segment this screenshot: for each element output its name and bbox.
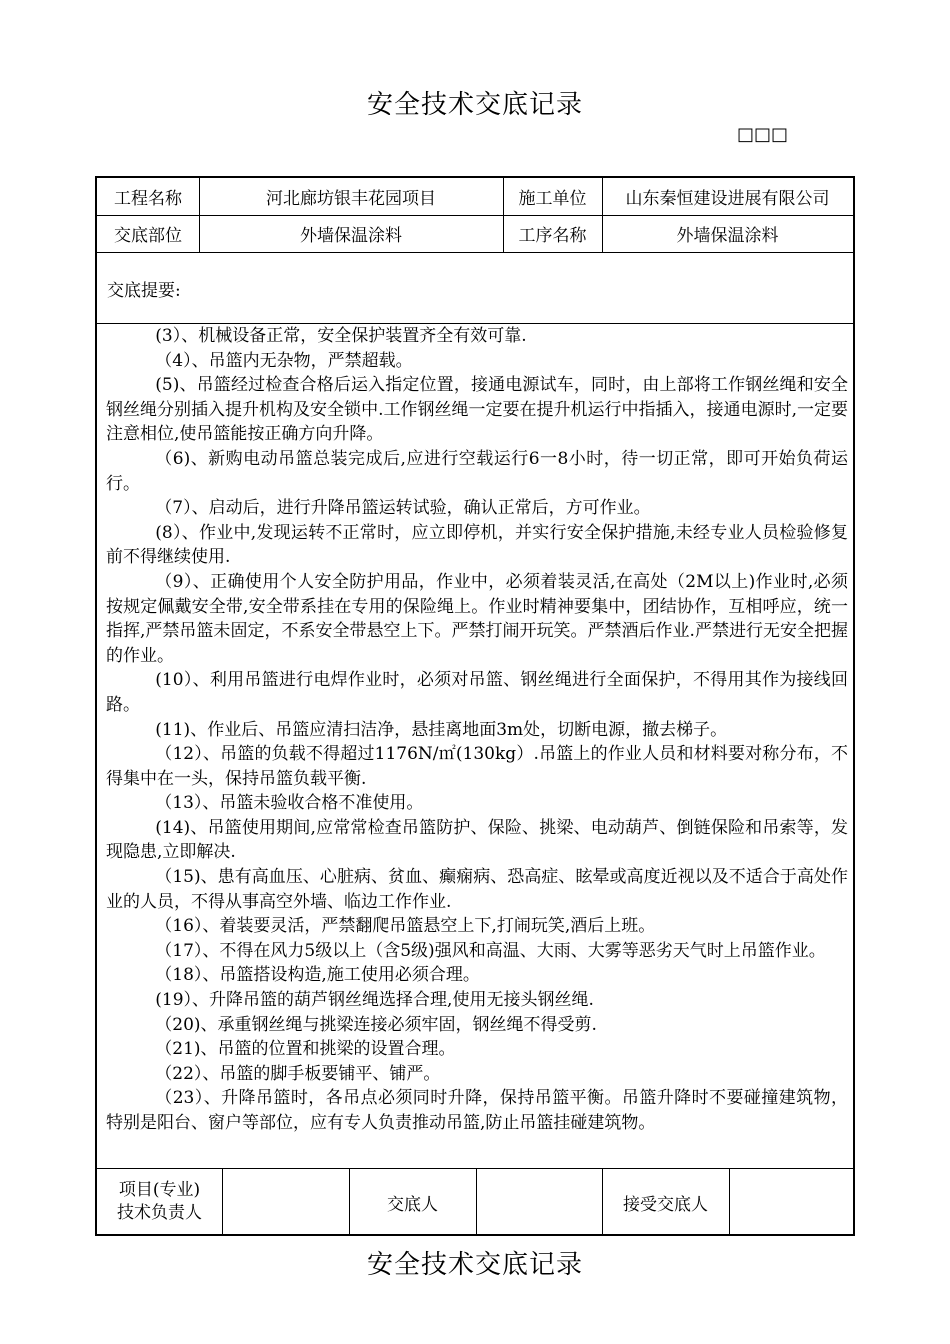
contractor-label: 施工单位 <box>518 189 587 209</box>
disclosure-form <box>95 176 855 1236</box>
tech-lead-label-line2: 技术负责人 <box>117 1203 202 1223</box>
content-paragraph: （12）、吊篮的负载不得超过1176N/㎡(130kg）.吊篮上的作业人员和材料要对称分布，不得集中在一头，保持吊篮负载平衡. <box>106 744 848 789</box>
contractor-value: 山东秦恒建设进展有限公司 <box>625 189 830 209</box>
header-row-part <box>97 215 853 253</box>
summary-section <box>97 252 853 324</box>
receiver-label: 接受交底人 <box>623 1194 708 1215</box>
content-paragraph: （22）、吊篮的脚手板要铺平、铺严。 <box>155 1063 441 1084</box>
content-paragraph: （20)、承重钢丝绳与挑梁连接必须牢固，钢丝绳不得受剪. <box>155 1014 597 1035</box>
content-paragraph: (3）、机械设备正常，安全保护装置齐全有效可靠. <box>155 326 527 346</box>
content-paragraph: （21)、吊篮的位置和挑梁的设置合理。 <box>155 1039 456 1060</box>
signature-row <box>97 1168 853 1235</box>
part-label: 交底部位 <box>114 226 182 246</box>
project-value: 河北廊坊银丰花园项目 <box>266 189 436 209</box>
content-paragraph: （18）、吊篮搭设构造,施工使用必须合理。 <box>155 965 480 986</box>
header-row-project <box>97 178 853 216</box>
content-paragraph: (14)、吊篮使用期间,应常常检查吊篮防护、保险、挑梁、电动葫芦、倒链保险和吊索等，发现隐患,立即解决. <box>106 817 848 863</box>
receiver-signature-field[interactable] <box>729 1169 853 1235</box>
record-code: □□□ <box>737 124 789 145</box>
part-value: 外墙保温涂料 <box>300 226 402 246</box>
discloser-signature-field[interactable] <box>476 1169 602 1235</box>
content-paragraph: （15)、患有高血压、心脏病、贫血、癫痫病、恐高症、眩晕或高度近视以及不适合于高处作业的人员，不得从事高空外墙、临边工作作业. <box>106 867 848 912</box>
process-value: 外墙保温涂料 <box>676 226 779 246</box>
tech-lead-signature-field[interactable] <box>222 1169 349 1235</box>
content-paragraph: （13）、吊篮未验收合格不准使用。 <box>155 793 424 814</box>
content-paragraph: （7）、启动后，进行升降吊篮运转试验，确认正常后，方可作业。 <box>155 498 651 519</box>
process-label: 工序名称 <box>518 226 587 246</box>
content-paragraph: （9）、正确使用个人安全防护用品，作业中，必须着装灵活,在高处（2M以上)作业时,必须按规定佩戴安全带,安全带系挂在专用的保险绳上。作业时精神要集中，团结协作，互相呼应，统一指挥,严禁吊篮未固定，不系安全带悬空上下。严禁打闹开玩笑。严禁酒后作业.严禁进行无安全把握的作业。 <box>106 571 848 666</box>
tech-lead-label <box>97 1169 222 1235</box>
project-label: 工程名称 <box>114 189 182 209</box>
tech-lead-label-line1: 项目(专业) <box>118 1180 201 1200</box>
footer-title: 安全技术交底记录 <box>366 1250 583 1280</box>
content-paragraph: (19）、升降吊篮的葫芦钢丝绳选择合理,使用无接头钢丝绳. <box>155 990 594 1011</box>
summary-label: 交底提要: <box>107 281 181 301</box>
discloser-label: 交底人 <box>387 1194 438 1215</box>
document-title: 安全技术交底记录 <box>366 90 583 120</box>
content-paragraph: (11)、作业后、吊篮应清扫洁净，悬挂离地面3m处，切断电源，撤去梯子。 <box>155 719 728 740</box>
content-paragraph: （16）、着装要灵活，严禁翻爬吊篮悬空上下,打闹玩笑,酒后上班。 <box>155 916 656 937</box>
content-paragraph: （6)、新购电动吊篮总装完成后,应进行空载运行6一8小时，待一切正常，即可开始负荷运行。 <box>106 448 848 494</box>
content-paragraph: （4）、吊篮内无杂物，严禁超载。 <box>155 350 413 371</box>
content-paragraph: (10）、利用吊篮进行电焊作业时，必须对吊篮、钢丝绳进行全面保护，不得用其作为接线回路。 <box>106 670 848 715</box>
content-paragraph: (5)、吊篮经过检查合格后运入指定位置，接通电源试车，同时，由上部将工作钢丝绳和安全钢丝绳分别插入提升机构及安全锁中.工作钢丝绳一定要在提升机运行中指插入，接通电源时,一定要注意相位,使吊篮能按正确方向升降。 <box>106 375 848 445</box>
content-paragraph: (8）、作业中,发现运转不正常时，应立即停机，并实行安全保护措施,未经专业人员检验修复前不得继续使用. <box>106 522 848 568</box>
content-paragraph: （17）、不得在风力5级以上（含5级)强风和高温、大雨、大雾等恶劣天气时上吊篮作业。 <box>155 940 826 961</box>
disclosure-content <box>106 324 848 1136</box>
content-paragraph: （23）、升降吊篮时，各吊点必须同时升降，保持吊篮平衡。吊篮升降时不要碰撞建筑物，特别是阳台、窗户等部位，应有专人负责推动吊篮,防止吊篮挂碰建筑物。 <box>106 1088 848 1133</box>
